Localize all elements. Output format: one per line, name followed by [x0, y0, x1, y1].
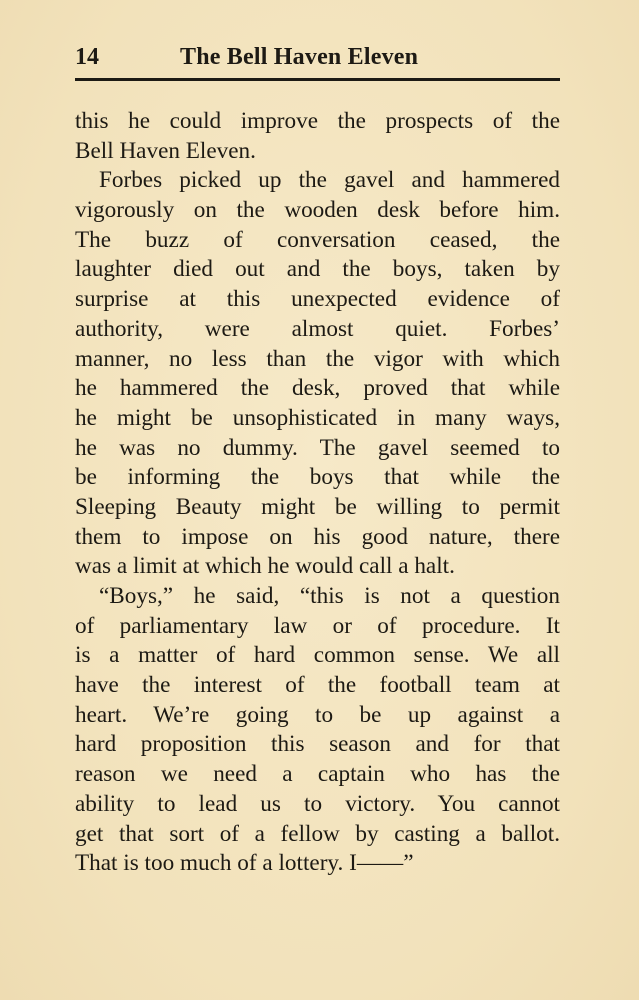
- text-line: he hammered the desk, proved that while: [75, 375, 560, 402]
- text-line: have the interest of the football team at: [75, 672, 560, 699]
- body-text: [75, 107, 560, 879]
- text-line: Sleeping Beauty might be willing to permit: [75, 493, 560, 520]
- text-line: That is too much of a lottery. I——”: [75, 850, 414, 877]
- text-line: be informing the boys that while the: [75, 464, 560, 491]
- text-line: ability to lead us to victory. You cannot: [75, 790, 560, 817]
- running-title: The Bell Haven Eleven: [180, 44, 419, 70]
- text-line: hard proposition this season and for that: [75, 731, 560, 758]
- text-line: laughter died out and the boys, taken by: [75, 256, 560, 283]
- text-line: is a matter of hard common sense. We all: [75, 642, 560, 669]
- text-line: “Boys,” he said, “this is not a question: [99, 583, 560, 609]
- text-line: was a limit at which he would call a halt.: [75, 553, 455, 580]
- text-line: them to impose on his good nature, there: [75, 523, 560, 550]
- header-rule: [75, 78, 560, 81]
- text-line: authority, were almost quiet. Forbes’: [75, 315, 560, 342]
- text-line: heart. We’re going to be up against a: [75, 701, 560, 728]
- text-line: Bell Haven Eleven.: [75, 137, 256, 164]
- page-header: [75, 40, 560, 74]
- text-line: this he could improve the prospects of the: [75, 108, 560, 134]
- text-line: get that sort of a fellow by casting a ballot.: [75, 820, 560, 847]
- text-line: he might be unsophisticated in many ways,: [75, 404, 560, 431]
- text-line: manner, no less than the vigor with which: [75, 345, 560, 372]
- text-line: surprise at this unexpected evidence of: [75, 286, 560, 313]
- text-line: The buzz of conversation ceased, the: [75, 226, 560, 253]
- page-number: 14: [75, 44, 99, 70]
- text-line: of parliamentary law or of procedure. It: [75, 612, 560, 639]
- text-line: he was no dummy. The gavel seemed to: [75, 434, 560, 461]
- text-line: reason we need a captain who has the: [75, 761, 560, 788]
- text-line: vigorously on the wooden desk before him.: [75, 197, 560, 224]
- text-line: Forbes picked up the gavel and hammered: [99, 167, 560, 194]
